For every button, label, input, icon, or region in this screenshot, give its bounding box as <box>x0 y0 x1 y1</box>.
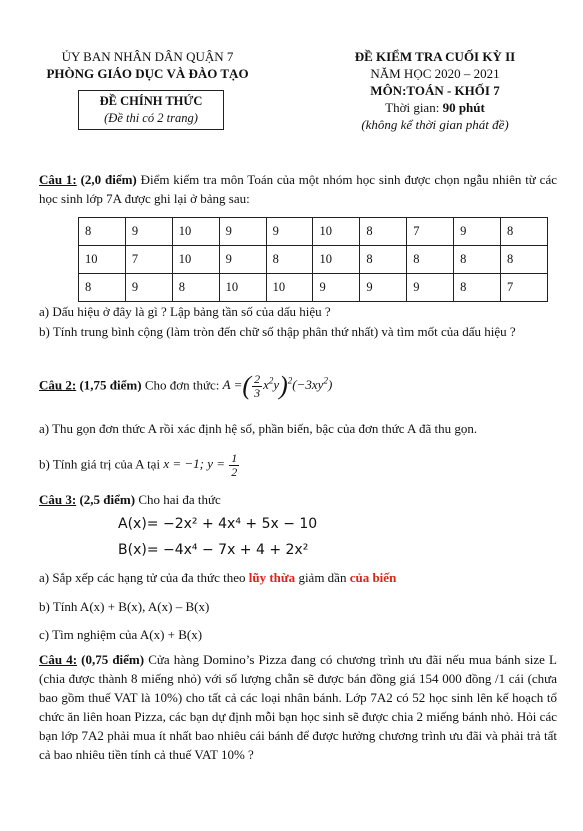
polynomial-b: B(x)= −4x⁴ − 7x + 4 + 2x² <box>118 542 309 558</box>
table-cell: 9 <box>125 274 172 302</box>
question-1-label: Câu 1: <box>39 172 77 187</box>
question-3a-mid: giảm dần <box>295 570 350 585</box>
question-4 <box>39 650 557 764</box>
question-1b: b) Tính trung bình cộng (làm tròn đến chữ số thập phân thứ nhất) và tìm mốt của dấu hiệu ? <box>39 324 516 339</box>
question-2a: a) Thu gọn đơn thức A rồi xác định hệ số, phần biến, bậc của đơn thức A đã thu gọn. <box>39 421 478 436</box>
table-cell: 8 <box>407 246 454 274</box>
table-cell: 9 <box>454 218 501 246</box>
question-4-heading <box>39 652 144 667</box>
table-cell: 10 <box>313 246 360 274</box>
table-cell: 8 <box>360 218 407 246</box>
question-2-text: Cho đơn thức: <box>141 377 223 393</box>
table-cell: 8 <box>172 274 219 302</box>
table-row <box>79 218 548 246</box>
question-3c: c) Tìm nghiệm của A(x) + B(x) <box>39 627 203 642</box>
question-2b-text: b) Tính giá trị của A tại <box>39 456 164 472</box>
table-cell: 8 <box>501 218 548 246</box>
table-cell: 9 <box>219 218 266 246</box>
table-cell: 8 <box>79 274 126 302</box>
table-cell: 7 <box>125 246 172 274</box>
question-2b <box>39 452 557 479</box>
question-1-heading <box>39 172 137 187</box>
question-2-label: Câu 2: <box>39 377 77 393</box>
table-cell: 7 <box>501 274 548 302</box>
district-committee: ỦY BAN NHÂN DÂN QUẬN 7 <box>61 49 234 64</box>
education-office: PHÒNG GIÁO DỤC VÀ ĐÀO TẠO <box>46 66 249 81</box>
time-note: (không kể thời gian phát đề) <box>361 117 509 132</box>
page-count-note: (Đề thi có 2 trang) <box>104 111 198 125</box>
time-value: 90 phút <box>442 100 485 115</box>
table-cell: 9 <box>407 274 454 302</box>
table-cell: 9 <box>125 218 172 246</box>
question-2 <box>39 372 557 400</box>
time-line <box>300 99 570 116</box>
question-1-text: Điểm kiểm tra môn Toán của một nhóm học sinh được chọn ngẫu nhiên từ các học sinh lớp 7A được ghi lại ở bảng sau: <box>39 172 557 206</box>
question-3b: b) Tính A(x) + B(x), A(x) – B(x) <box>39 599 210 614</box>
question-3a-highlight-1: lũy thừa <box>248 570 296 585</box>
question-3-heading <box>39 492 135 507</box>
question-2-points: (1,75 điểm) <box>76 377 142 393</box>
table-cell: 9 <box>266 218 313 246</box>
question-3a-highlight-2: của biến <box>349 570 397 585</box>
question-1a: a) Dấu hiệu ở đây là gì ? Lập bảng tần số của dấu hiệu ? <box>39 304 331 319</box>
exam-title: ĐỀ KIỂM TRA CUỐI KỲ II <box>354 49 516 64</box>
time-label: Thời gian: <box>385 100 443 115</box>
table-cell: 8 <box>79 218 126 246</box>
question-4-points: (0,75 điểm) <box>77 652 145 667</box>
table-cell: 8 <box>454 274 501 302</box>
score-table <box>78 217 548 302</box>
table-cell: 8 <box>454 246 501 274</box>
table-row <box>79 274 548 302</box>
table-cell: 8 <box>360 246 407 274</box>
question-3 <box>39 490 557 509</box>
table-cell: 10 <box>219 274 266 302</box>
question-2-heading <box>39 377 142 392</box>
question-3a-text: a) Sắp xếp các hạng tử của đa thức theo <box>39 570 249 585</box>
table-cell: 10 <box>79 246 126 274</box>
table-cell: 7 <box>407 218 454 246</box>
school-year: NĂM HỌC 2020 – 2021 <box>370 66 500 81</box>
official-exam-box <box>78 90 224 130</box>
question-3-text: Cho hai đa thức <box>135 492 221 507</box>
question-4-label: Câu 4: <box>39 652 78 667</box>
table-cell: 9 <box>360 274 407 302</box>
table-cell: 9 <box>313 274 360 302</box>
question-3-label: Câu 3: <box>39 492 77 507</box>
question-1-points: (2,0 điểm) <box>76 172 137 187</box>
monomial-formula: A =( $\frac{2}{3}$ $x^2y)^2(-3xy^2)$ <box>222 371 333 401</box>
question-1 <box>39 170 557 208</box>
polynomial-a: A(x)= −2x² + 4x⁴ + 5x − 10 <box>118 516 318 532</box>
question-3a <box>39 568 557 587</box>
table-row <box>79 246 548 274</box>
table-cell: 10 <box>172 218 219 246</box>
question-3-points: (2,5 điểm) <box>76 492 136 507</box>
question-4-text: Cửa hàng Domino’s Pizza đang có chương trình ưu đãi nếu mua bánh size L (chia được thành 8 miếng nhỏ) với số lượng chẵn sẽ được bán đồng giá 154 000 đồng /1 cái (chưa bao gồm thuế VAT là 10%) cho tất cả các loại nhân bánh. Lớp 7A2 có 52 học sinh lên kế hoạch tổ chức ăn liên hoan Pizza, các bạn dự định mỗi bạn học sinh sẽ được chia 2 miếng bánh nhỏ. Hỏi các bạn lớp 7A2 phải mua ít nhất bao nhiêu cái bánh để được hưởng chương trình ưu đãi và phải trả tất cả bao nhiêu tiền tính cả thuế VAT 10% ? <box>39 652 557 762</box>
table-cell: 10 <box>172 246 219 274</box>
header-right <box>300 48 570 133</box>
table-cell: 8 <box>501 246 548 274</box>
table-cell: 10 <box>313 218 360 246</box>
header-left <box>20 48 275 82</box>
official-label: ĐỀ CHÍNH THỨC <box>99 94 203 108</box>
subject: MÔN:TOÁN - KHỐI 7 <box>370 83 500 98</box>
table-cell: 10 <box>266 274 313 302</box>
table-cell: 8 <box>266 246 313 274</box>
table-cell: 9 <box>219 246 266 274</box>
evaluation-point: x = −1; y = $\frac{1}{2}$ <box>163 451 238 479</box>
